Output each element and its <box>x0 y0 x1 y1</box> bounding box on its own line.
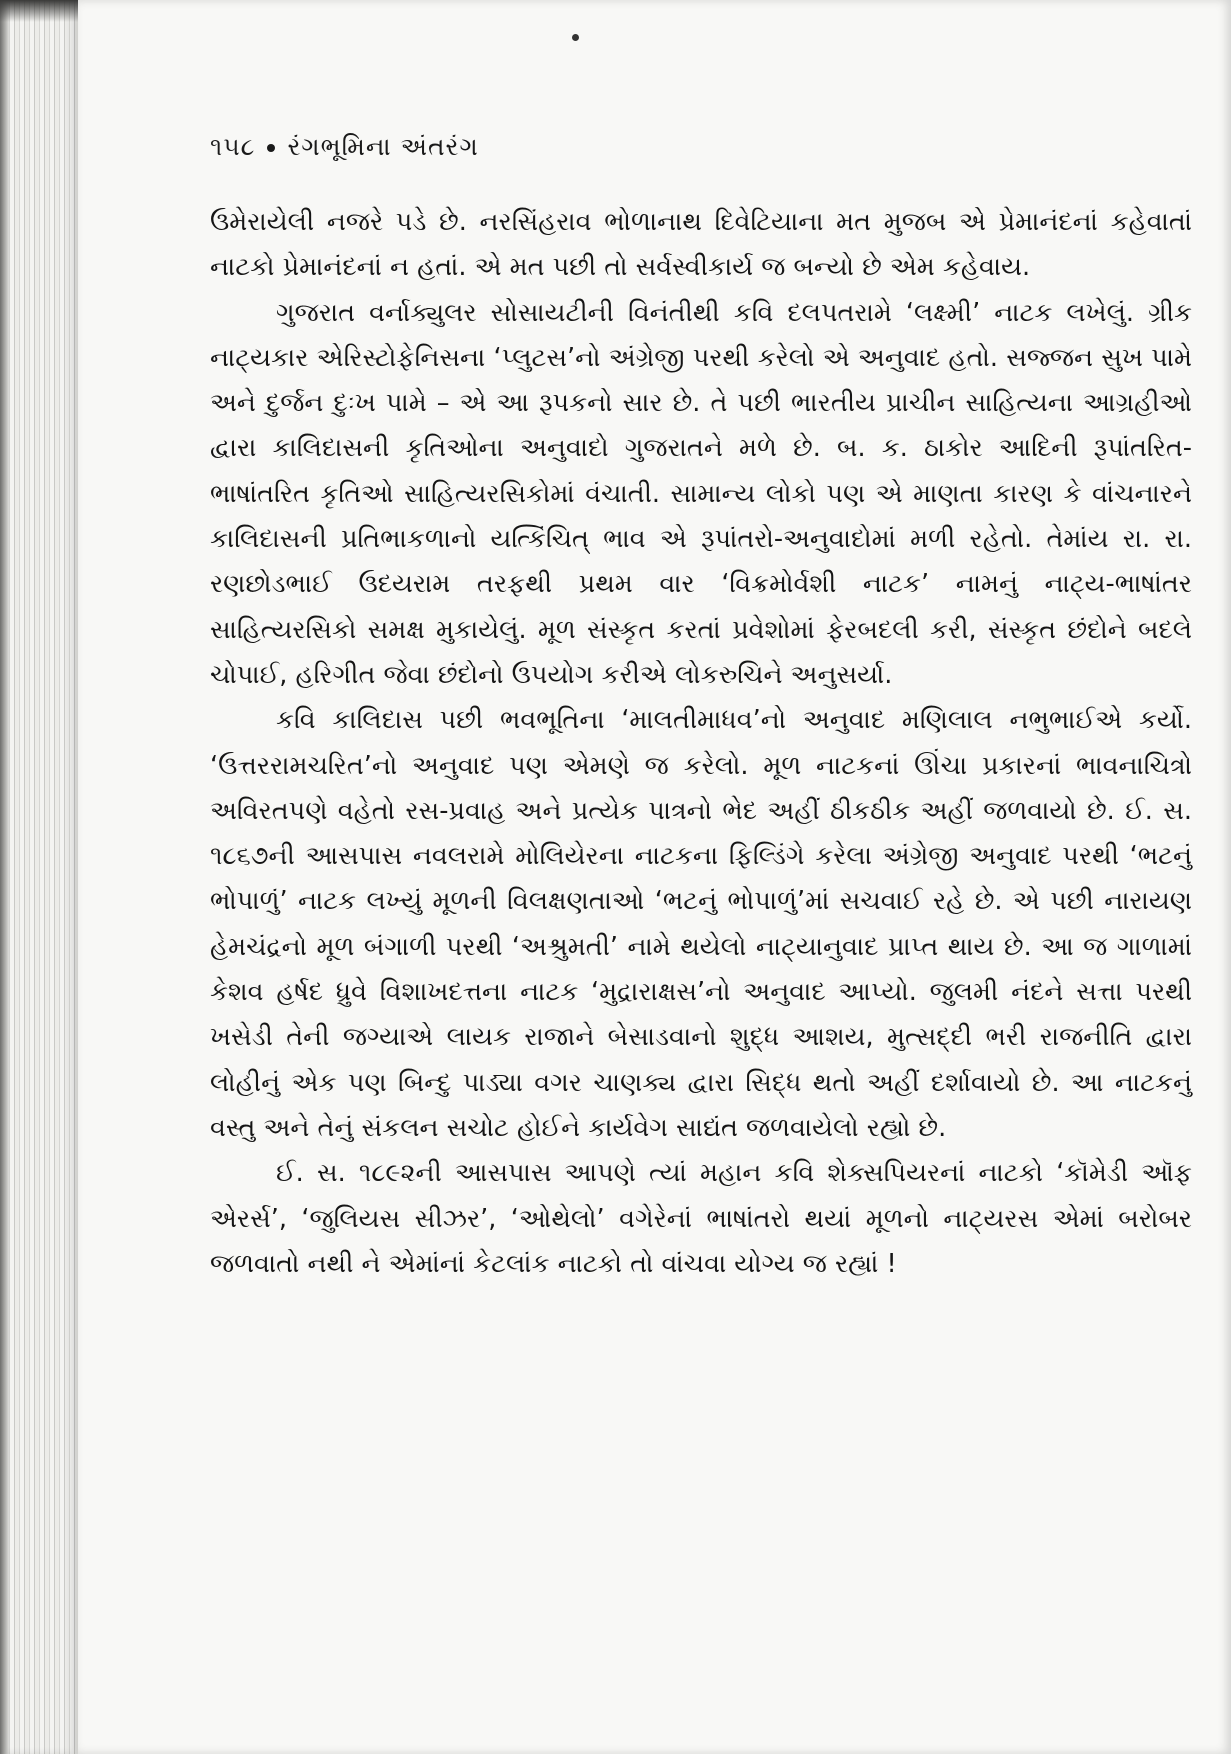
page-number: ૧૫૮ <box>210 132 256 161</box>
running-header <box>210 132 479 162</box>
paragraph-3: કવિ કાલિદાસ પછી ભવભૂતિના ‘માલતીમાધવ’નો અનુવાદ મણિલાલ નભુભાઈએ કર્યો. ‘ઉત્તરરામચરિત’નો અનુવાદ પણ એમણે જ કરેલો. મૂળ નાટકનાં ઊંચા પ્રકારનાં ભાવનાચિત્રો અવિરતપણે વહેતો રસ-પ્રવાહ અને પ્રત્યેક પાત્રનો ભેદ અહીં ઠીકઠીક અહીં જળવાયો છે. ઈ. સ. ૧૮૬૭ની આસપાસ નવલરામે મોલિયેરના નાટકના ફિલ્ડિંગે કરેલા અંગ્રેજી અનુવાદ પરથી ‘ભટનું ભોપાળું’ નાટક લખ્યું મૂળની વિલક્ષણતાઓ ‘ભટનું ભોપાળું’માં સચવાઈ રહે છે. એ પછી નારાયણ હેમચંદ્રનો મૂળ બંગાળી પરથી ‘અશ્રુમતી’ નામે થયેલો નાટ્યાનુવાદ પ્રાપ્ત થાય છે. આ જ ગાળામાં કેશવ હર્ષદ ધ્રુવે વિશાખદત્તના નાટક ‘મુદ્રારાક્ષસ’નો અનુવાદ આપ્યો. જુલમી નંદને સત્તા પરથી ખસેડી તેની જગ્યાએ લાયક રાજાને બેસાડવાનો શુદ્ધ આશય, મુત્સદ્દી ભરી રાજનીતિ દ્વારા લોહીનું એક પણ બિન્દુ પાડ્યા વગર ચાણક્ય દ્વારા સિદ્ધ થતો અહીં દર્શાવાયો છે. આ નાટકનું વસ્તુ અને તેનું સંકલન સચોટ હોઈને કાર્યવેગ સાદ્યંત જળવાયેલો રહ્યો છે. <box>210 705 1192 1143</box>
paragraph-2: ગુજરાત વર્નાક્યુલર સોસાયટીની વિનંતીથી કવિ દલપતરામે ‘લક્ષ્મી’ નાટક લખેલું. ગ્રીક નાટ્યકાર એરિસ્ટોફેનિસના ‘પ્લુટસ’નો અંગ્રેજી પરથી કરેલો એ અનુવાદ હતો. સજ્જન સુખ પામે અને દુર્જન દુઃખ પામે – એ આ રૂપકનો સાર છે. તે પછી ભારતીય પ્રાચીન સાહિત્યના આગ્રહીઓ દ્વારા કાલિદાસની કૃતિઓના અનુવાદો ગુજરાતને મળે છે. બ. ક. ઠાકોર આદિની રૂપાંતરિત-ભાષાંતરિત કૃતિઓ સાહિત્યરસિકોમાં વંચાતી. સામાન્ય લોકો પણ એ માણતા કારણ કે વાંચનારને કાલિદાસની પ્રતિભાકળાનો યત્કિંચિત્ ભાવ એ રૂપાંતરો-અનુવાદોમાં મળી રહેતો. તેમાંય રા. રા. રણછોડભાઈ ઉદયરામ તરફથી પ્રથમ વાર ‘વિક્રમોર્વશી નાટક’ નામનું નાટ્ય-ભાષાંતર સાહિત્યરસિકો સમક્ષ મુકાયેલું. મૂળ સંસ્કૃત કરતાં પ્રવેશોમાં ફેરબદલી કરી, સંસ્કૃત છંદોને બદલે ચોપાઈ, હરિગીત જેવા છંદોનો ઉપયોગ કરીએ લોકરુચિને અનુસર્યા. <box>210 297 1192 690</box>
book-page-edges <box>0 0 78 1754</box>
body-text <box>210 200 1192 1287</box>
paragraph-1: ઉમેરાયેલી નજરે પડે છે. નરસિંહરાવ ભોળાનાથ દિવેટિયાના મત મુજબ એ પ્રેમાનંદનાં કહેવાતાં નાટકો પ્રેમાનંદનાં ન હતાં. એ મત પછી તો સર્વસ્વીકાર્ય જ બન્યો છે એમ કહેવાય. <box>210 207 1192 283</box>
book-title: રંગભૂમિના અંતરંગ <box>287 132 479 161</box>
bullet-separator-icon <box>267 144 275 152</box>
paragraph-4: ઈ. સ. ૧૮૯૨ની આસપાસ આપણે ત્યાં મહાન કવિ શેક્સપિયરનાં નાટકો ‘કૉમેડી ઑફ એરર્સ’, ‘જુલિયસ સીઝર’, ‘ઓથેલો’ વગેરેનાં ભાષાંતરો થયાં મૂળનો નાટ્યરસ એમાં બરોબર જળવાતો નથી ને એમાંનાં કેટલાંક નાટકો તો વાંચવા યોગ્ય જ રહ્યાં ! <box>210 1158 1192 1279</box>
book-page <box>78 0 1231 1754</box>
top-dot-mark <box>572 34 579 41</box>
